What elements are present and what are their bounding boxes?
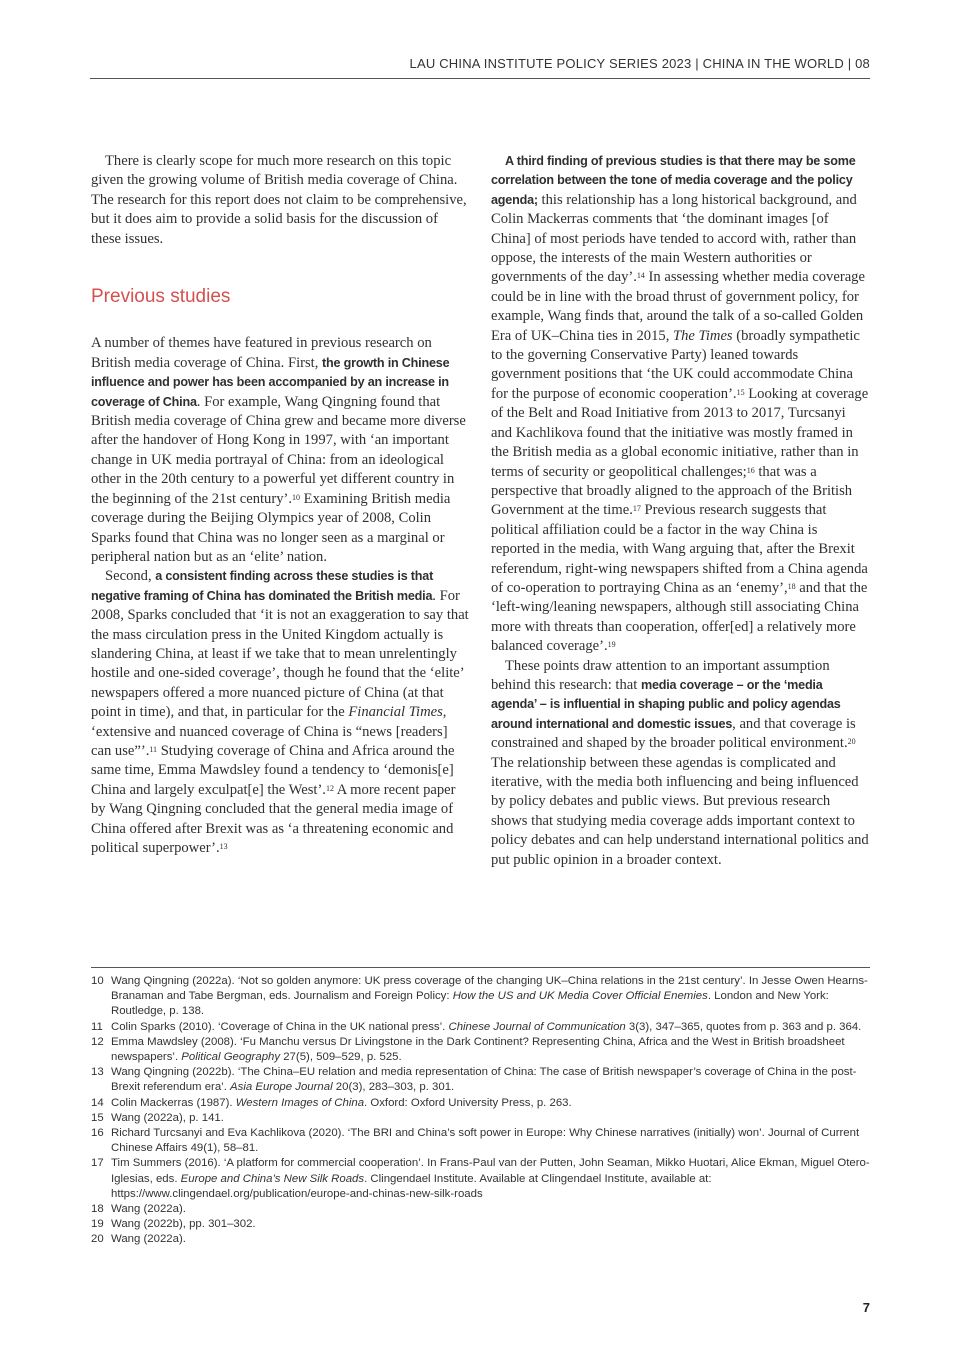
footnote-12: 12 Emma Mawdsley (2008). ‘Fu Manchu versus Dr Livingstone in the Dark Continent? Representing China, Africa and the West in British broadsheet newspapers’. Political Geography 27(5), 509–529, p. 525. xyxy=(91,1035,845,1064)
footnote-ref: 16 xyxy=(746,465,755,475)
footnote-ref: 19 xyxy=(607,640,616,650)
section-heading: Previous studies xyxy=(91,286,231,308)
footnote-ref: 20 xyxy=(847,737,856,747)
footnote-19: 19 Wang (2022b), pp. 301–302. xyxy=(91,1218,256,1231)
running-header: LAU CHINA INSTITUTE POLICY SERIES 2023 | CHINA IN THE WORLD | 08 xyxy=(409,56,870,71)
second-theme-paragraph: Second, a consistent finding across these studies is that negative framing of China has dominated the British media. For 2008, Sparks concluded that ‘it is not an exaggeration to say that the mass circulation press in the United Kingdom actually is slandering China, at least if we take that to mean unrelentingly hostile and one-sided coverage’, though he found that the ‘elite’ newspapers offered a more nuanced picture of China (at that point in time), and that, in particular for the Financial Times, ‘extensive and nuanced coverage of China is “news [readers] can use”’.$^{11}$ Studying coverage of China and Africa around the same time, Emma Mawdsley found a tendency to ‘demonis[e] China and largely exculpat[e] the West’.$^{12}$ A more recent paper by Wang Qingning concluded that the general media image of China offered after Brexit was as ‘a threatening economic and political superpower’.$^{13}$ xyxy=(91,568,469,856)
footnote-14: 14 Colin Mackerras (1987). Western Images of China. Oxford: Oxford University Press, p. 263. xyxy=(91,1096,572,1109)
footnote-ref: 12 xyxy=(325,783,334,793)
footnote-ref: 17 xyxy=(632,504,641,514)
footnote-ref: 18 xyxy=(787,581,796,591)
footnote-16: 16 Richard Turcsanyi and Eva Kachlikova (2020). ‘The BRI and China’s soft power in Europe: Why Chinese narratives (initially) won’. Journal of Current Chinese Affairs 49(1), 58–81. xyxy=(91,1127,860,1155)
assumption-paragraph: These points draw attention to an important assumption behind this research: that media coverage – or the ‘media agenda’ – is influential in shaping public and policy agendas around international and domestic issues, and that coverage is constrained and shaped by the broader political environment.$^{20}$ The relationship between these agendas is complicated and iterative, with the media both influencing and being influenced by policy debates and public views. But previous research shows that studying media coverage adds important context to policy debates and can help understand international politics and put public opinion in a broader context. xyxy=(491,657,869,868)
third-theme-paragraph: A third finding of previous studies is that there may be some correlation between the tone of media coverage and the policy agenda; this relationship has a long historical background, and Colin Mackerras comments that ‘the dominant images [of China] of most periods have tended to accord with, rather than oppose, the interests of the main Western authorities or governments of the day’.$^{14}$ In assessing whether media coverage could be in line with the broad thrust of government policy, for example, Wang finds that, around the talk of a so-called Golden Era of UK–China ties in 2015, The Times (broadly sympathetic to the governing Conservative Party) leaned towards government positions that ‘the UK could accommodate China for the purpose of economic cooperation’.$^{15}$ Looking at coverage of the Belt and Road Initiative from 2013 to 2017, Turcsanyi and Kachlikova found that the initiative was mostly framed in the British media as a global economic initiative, rather than in terms of security or geopolitical challenges;$^{16}$ that was a perspective that broadly aligned to the approach of the British Government at the time.$^{17}$ Previous research suggests that political affiliation could be a factor in the way China is reported in the media, with Wang arguing that, after the Brexit referendum, right-wing newspapers shifted from a China agenda of co-operation to portraying China as an ‘enemy’,$^{18}$ and that the ‘left-wing/leaning newspapers, although still associating China more with threats than cooperation, offer[ed] a relatively more balanced coverage’.$^{19}$ xyxy=(491,154,869,655)
footnote-ref: 11 xyxy=(149,744,158,754)
first-theme-paragraph: A number of themes have featured in previous research on British media coverage of China. First, the growth in Chinese influence and power has been accompanied by an increase in coverage of China. For example, Wang Qingning found that British media coverage of China grew and became more diverse after the handover of Hong Kong in 1997, with ‘an important change in UK media portrayal of China: from an ideological other in the 20th century to a powerful yet different country in the beginning of the 21st century’.$^{10}$ Examining British media coverage during the Beijing Olympics year of 2008, Colin Sparks found that China was no longer seen as a marginal or peripheral nation but as an ‘elite’ nation. xyxy=(91,335,466,565)
footnote-20: 20 Wang (2022a). xyxy=(91,1233,186,1246)
footnote-ref: 14 xyxy=(636,271,645,281)
footnote-divider xyxy=(91,967,870,968)
footnote-ref: 15 xyxy=(736,387,745,397)
footnotes xyxy=(91,974,871,1248)
footnote-ref: 13 xyxy=(219,842,228,851)
footnote-17: 17 Tim Summers (2016). ‘A platform for commercial cooperation’. In Frans-Paul van der Putten, John Seaman, Mikko Huotari, Alice Ekman, Miguel Otero-Iglesias, eds. Europe and China’s New Silk Roads. Clingendael Institute. Available at Clingendael Institute, available at: https://www.clingendael.org/publication/europe-and-chinas-new-silk-roads xyxy=(91,1157,870,1200)
intro-paragraph: There is clearly scope for much more research on this topic given the growing volume of British media coverage of China. The research for this report does not claim to be comprehensive, but it does aim to provide a solid basis for the discussion of these issues. xyxy=(91,153,467,247)
left-column xyxy=(91,152,469,858)
footnote-18: 18 Wang (2022a). xyxy=(91,1203,186,1216)
header-divider xyxy=(90,78,870,79)
footnote-13: 13 Wang Qingning (2022b). ‘The China–EU relation and media representation of China: The case of British newspaper’s coverage of China in the post-Brexit referendum era’. Asia Europe Journal 20(3), 283–303, p. 301. xyxy=(91,1066,857,1094)
footnote-11: 11 Colin Sparks (2010). ‘Coverage of China in the UK national press’. Chinese Journal of Communication 3(3), 347–365, quotes from p. 363 and p. 364. xyxy=(91,1020,862,1033)
page-number: 7 xyxy=(862,1300,870,1315)
footnote-10: 10 Wang Qingning (2022a). ‘Not so golden anymore: UK press coverage of the changing UK–China relations in the 21st century’. In Jesse Owen Hearns-Branaman and Tabe Bergman, eds. Journalism and Foreign Policy: How the US and UK Media Cover Official Enemies. London and New York: Routledge, p. 138. xyxy=(91,975,868,1018)
footnote-15: 15 Wang (2022a), p. 141. xyxy=(91,1111,224,1124)
footnote-ref: 10 xyxy=(292,492,301,502)
right-column xyxy=(491,152,869,870)
